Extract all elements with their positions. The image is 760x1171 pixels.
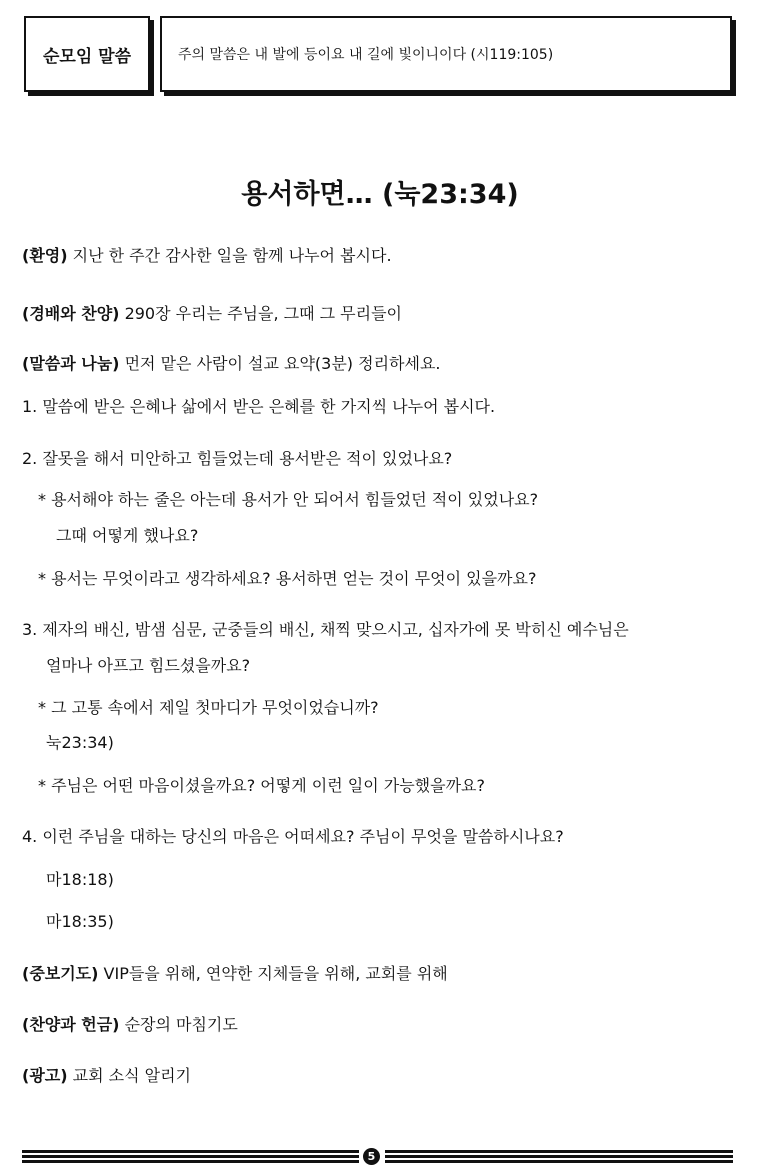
header-verse: 주의 말씀은 내 발에 등이요 내 길에 빛이니이다 (시119:105)	[178, 47, 554, 63]
footer-rule-right	[385, 1150, 733, 1163]
question-1: 1. 말씀에 받은 은혜나 삶에서 받은 은혜를 한 가지씩 나누어 봅시다.	[22, 397, 496, 416]
worship-line	[22, 304, 402, 324]
notice-line	[22, 1066, 191, 1086]
sharing-text: 먼저 맡은 사람이 설교 요약(3분) 정리하세요.	[119, 354, 441, 373]
header-label-box	[24, 16, 150, 92]
question-2b: * 용서는 무엇이라고 생각하세요? 용서하면 얻는 것이 무엇이 있을까요?	[38, 569, 537, 588]
question-4-ref1: 마18:18)	[46, 870, 114, 889]
question-2: 2. 잘못을 해서 미안하고 힘들었는데 용서받은 적이 있었나요?	[22, 449, 453, 468]
offering-label: (찬양과 헌금)	[22, 1015, 120, 1034]
question-3a-ref: 눅23:34)	[46, 733, 114, 752]
sharing-line	[22, 354, 441, 374]
question-4-ref2: 마18:35)	[46, 912, 114, 931]
worship-text: 290장 우리는 주님을, 그때 그 무리들이	[119, 304, 403, 323]
welcome-line	[22, 246, 392, 266]
sharing-label: (말씀과 나눔)	[22, 354, 120, 373]
question-3b: * 주님은 어떤 마음이셨을까요? 어떻게 이런 일이 가능했을까요?	[38, 776, 485, 795]
notice-label: (광고)	[22, 1066, 68, 1085]
offering-text: 순장의 마침기도	[119, 1015, 238, 1034]
footer-rule-left	[22, 1150, 359, 1163]
worship-label: (경배와 찬양)	[22, 304, 120, 323]
prayer-line	[22, 964, 448, 984]
question-2a-line2: 그때 어떻게 했나요?	[56, 526, 199, 545]
question-4: 4. 이런 주님을 대하는 당신의 마음은 어떠세요? 주님이 무엇을 말씀하시나요?	[22, 827, 564, 846]
page-number: 5	[363, 1148, 380, 1165]
question-2a-line1: * 용서해야 하는 줄은 아는데 용서가 안 되어서 힘들었던 적이 있었나요?	[38, 490, 539, 509]
offering-line	[22, 1015, 238, 1035]
header-verse-box	[160, 16, 732, 92]
welcome-label: (환영)	[22, 246, 68, 265]
notice-text: 교회 소식 알리기	[67, 1066, 191, 1085]
prayer-text: VIP들을 위해, 연약한 지체들을 위해, 교회를 위해	[98, 964, 448, 983]
welcome-text: 지난 한 주간 감사한 일을 함께 나누어 봅시다.	[67, 246, 392, 265]
page-title: 용서하면… (눅23:34)	[241, 179, 519, 210]
header-label: 순모임 말씀	[42, 46, 132, 67]
question-3a: * 그 고통 속에서 제일 첫마디가 무엇이었습니까?	[38, 698, 379, 717]
question-3-line1: 3. 제자의 배신, 밤샘 심문, 군중들의 배신, 채찍 맞으시고, 십자가에 못 박히신 예수님은	[22, 620, 629, 639]
question-3-line2: 얼마나 아프고 힘드셨을까요?	[46, 656, 251, 675]
prayer-label: (중보기도)	[22, 964, 99, 983]
